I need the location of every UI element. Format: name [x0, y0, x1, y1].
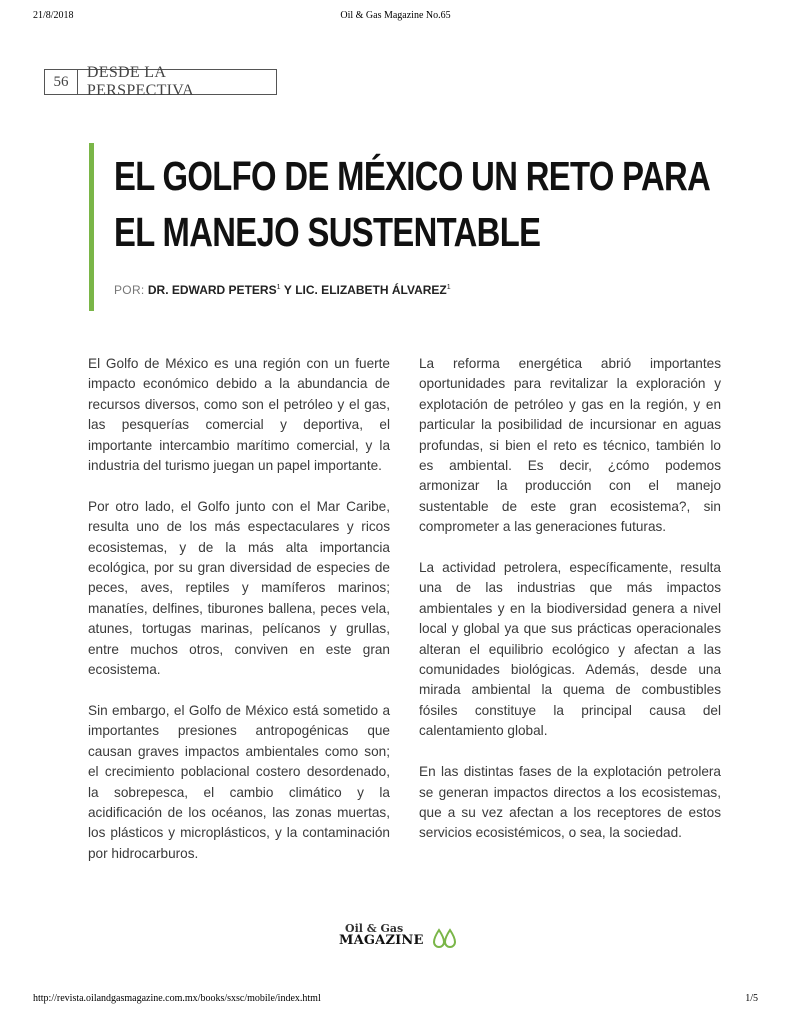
section-label: DESDE LA PERSPECTIVA — [86, 64, 194, 99]
byline — [114, 283, 451, 297]
print-footer — [0, 993, 791, 1007]
paragraph: Por otro lado, el Golfo junto con el Mar Caribe, resulta uno de los más espectaculares y ricos ecosistemas, y de la más alta importancia ecológica, por su gran diversidad de especies de peces, aves, reptiles y mamíferos marinos; manatíes, delfines, tiburones ballena, peces vela, atunes, tortugas marinas, pelícanos y grullas, entre muchos otros, conviven en este gran ecosistema. — [88, 498, 390, 678]
paragraph: El Golfo de México es una región con un fuerte impacto económico debido a la abundancia de recursos diversos, como son el petróleo y el gas, las pesquerías comercial y deportiva, el importante intercambio marítimo comercial, y la industria del turismo juegan un papel importante. — [88, 356, 390, 474]
article-title-line2: EL MANEJO SUSTENTABLE — [114, 209, 541, 255]
author-1: DR. EDWARD PETERS — [147, 283, 277, 297]
author-2: LIC. ELIZABETH ÁLVAREZ — [295, 283, 447, 297]
article-title-line1: EL GOLFO DE MÉXICO UN RETO PARA — [114, 153, 711, 199]
paragraph: En las distintas fases de la explotación petrolera se generan impactos directos a los ecosistemas, que a su vez afectan a los receptores de estos servicios ecosistémicos, o sea, la sociedad. — [419, 764, 721, 841]
author-2-note: 1 — [446, 284, 451, 291]
print-page-count: 1/5 — [745, 993, 758, 1004]
page-number: 56 — [45, 70, 78, 94]
left-column — [88, 354, 390, 885]
byline-conjunction: Y — [283, 283, 292, 297]
print-date: 21/8/2018 — [33, 10, 74, 21]
print-header — [0, 10, 791, 24]
oil-drops-icon — [433, 928, 457, 948]
byline-prefix: POR: — [114, 283, 145, 297]
title-accent-bar — [89, 143, 94, 311]
magazine-logo — [339, 922, 459, 952]
logo-top-text: Oil & Gas — [345, 922, 404, 935]
article-title — [114, 148, 711, 260]
author-1-note: 1 — [276, 284, 281, 291]
paragraph: Sin embargo, el Golfo de México está sometido a importantes presiones antropogénicas que causan graves impactos ambientales como son; el crecimiento poblacional costero desordenado, la sobrepesca, el cambio climático y la acidificación de los océanos, las zonas muertas, los plásticos y microplásticos, y la contaminación por hidrocarburos. — [88, 702, 390, 861]
paragraph: La actividad petrolera, específicamente, resulta una de las industrias que más impactos ambientales y en la biodiversidad genera a nivel local y global ya que sus prácticas operacionales alteran el equilibrio ecológico y afectan a las comunidades biológicas. Además, desde una mirada ambiental la quema de combustibles fósiles constituye la principal causa del calentamiento global. — [419, 560, 721, 739]
section-header — [44, 64, 277, 99]
print-url: http://revista.oilandgasmagazine.com.mx/books/sxsc/mobile/index.html — [33, 993, 321, 1004]
logo-main-text: MAGAZINE — [339, 933, 424, 948]
paragraph: La reforma energética abrió importantes oportunidades para revitalizar la exploración y explotación de petróleo y gas en la región, y en particular la posibilidad de incursionar en aguas profundas, si bien el reto es técnico, también lo es ambiental. Es decir, ¿cómo podemos armonizar la producción con el manejo sustentable de este gran ecosistema?, sin comprometer a las generaciones futuras. — [419, 356, 721, 535]
print-title: Oil & Gas Magazine No.65 — [340, 10, 451, 21]
right-column — [419, 354, 721, 864]
